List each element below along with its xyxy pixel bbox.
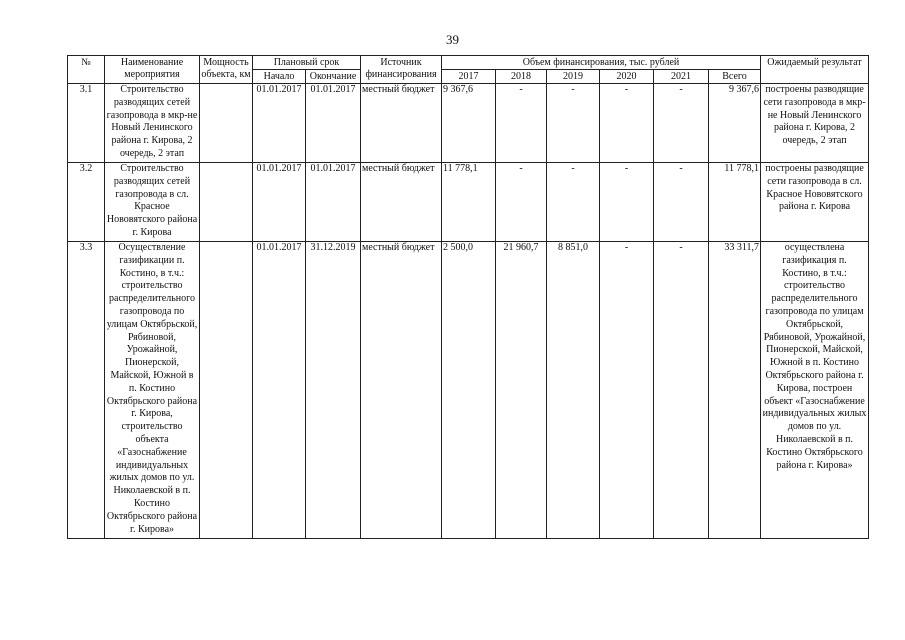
row-total: 33 311,7 bbox=[709, 242, 761, 539]
table-row bbox=[68, 242, 869, 539]
row-name: Осуществление газификации п. Костино, в т.ч.: строительство распределительного газопровода по улицам Октябрьской, Рябиновой, Урожайной, Пионерской, Майской, Южной в п. Костино Октябрьского района г. Кирова, строительство объекта «Газоснабжение индивидуальных жилых домов по ул. Николаевской в п. Костино Октябрьского района г. Кирова» bbox=[105, 242, 200, 539]
row-2018: - bbox=[496, 163, 547, 242]
header-start: Начало bbox=[253, 70, 306, 84]
row-source: местный бюджет bbox=[361, 163, 442, 242]
row-2019: 8 851,0 bbox=[547, 242, 600, 539]
row-name: Строительство разводящих сетей газопровода в мкр-не Новый Ленинского района г. Кирова, 2 очередь, 2 этап bbox=[105, 84, 200, 163]
header-row-1 bbox=[68, 56, 869, 70]
row-result: построены разводящие сети газопровода в мкр-не Новый Ленинского района г. Кирова, 2 очередь, 2 этап bbox=[761, 84, 869, 163]
row-start: 01.01.2017 bbox=[253, 242, 306, 539]
row-num: 3.2 bbox=[68, 163, 105, 242]
row-num: 3.3 bbox=[68, 242, 105, 539]
header-result: Ожидаемый результат bbox=[761, 56, 869, 84]
header-num: № bbox=[68, 56, 105, 84]
financing-plan-table bbox=[67, 55, 869, 539]
header-2020: 2020 bbox=[600, 70, 654, 84]
row-end: 01.01.2017 bbox=[306, 84, 361, 163]
row-2021: - bbox=[654, 242, 709, 539]
table-row bbox=[68, 163, 869, 242]
row-num: 3.1 bbox=[68, 84, 105, 163]
row-start: 01.01.2017 bbox=[253, 163, 306, 242]
header-total: Всего bbox=[709, 70, 761, 84]
header-end: Окончание bbox=[306, 70, 361, 84]
row-2017: 11 778,1 bbox=[442, 163, 496, 242]
row-start: 01.01.2017 bbox=[253, 84, 306, 163]
row-total: 9 367,6 bbox=[709, 84, 761, 163]
row-2018: 21 960,7 bbox=[496, 242, 547, 539]
row-2017: 9 367,6 bbox=[442, 84, 496, 163]
row-2020: - bbox=[600, 242, 654, 539]
header-funding: Объем финансирования, тыс. рублей bbox=[442, 56, 761, 70]
header-capacity: Мощность объекта, км bbox=[200, 56, 253, 84]
row-capacity bbox=[200, 84, 253, 163]
row-capacity bbox=[200, 163, 253, 242]
row-source: местный бюджет bbox=[361, 84, 442, 163]
row-2019: - bbox=[547, 84, 600, 163]
page-number: 39 bbox=[446, 32, 459, 47]
header-2019: 2019 bbox=[547, 70, 600, 84]
row-end: 31.12.2019 bbox=[306, 242, 361, 539]
row-result: осуществлена газификация п. Костино, в т.ч.: строительство распределительного газопровода по улицам Октябрьской, Рябиновой, Урожайной, Пионерской, Майской, Южной в п. Костино Октябрьского района г. Кирова, построен объект «Газоснабжение индивидуальных жилых домов по ул. Николаевской в п. Костино Октябрьского района г. Кирова» bbox=[761, 242, 869, 539]
row-result: построены разводящие сети газопровода в сл. Красное Нововятского района г. Кирова bbox=[761, 163, 869, 242]
row-source: местный бюджет bbox=[361, 242, 442, 539]
row-2017: 2 500,0 bbox=[442, 242, 496, 539]
header-plan-period: Плановый срок bbox=[253, 56, 361, 70]
row-total: 11 778,1 bbox=[709, 163, 761, 242]
row-2020: - bbox=[600, 84, 654, 163]
header-2021: 2021 bbox=[654, 70, 709, 84]
header-2018: 2018 bbox=[496, 70, 547, 84]
header-name: Наименование мероприятия bbox=[105, 56, 200, 84]
row-2020: - bbox=[600, 163, 654, 242]
row-end: 01.01.2017 bbox=[306, 163, 361, 242]
row-2021: - bbox=[654, 84, 709, 163]
row-capacity bbox=[200, 242, 253, 539]
row-2021: - bbox=[654, 163, 709, 242]
row-name: Строительство разводящих сетей газопровода в сл. Красное Нововятского района г. Кирова bbox=[105, 163, 200, 242]
row-2018: - bbox=[496, 84, 547, 163]
header-source: Источник финансирования bbox=[361, 56, 442, 84]
row-2019: - bbox=[547, 163, 600, 242]
header-2017: 2017 bbox=[442, 70, 496, 84]
table-row bbox=[68, 84, 869, 163]
